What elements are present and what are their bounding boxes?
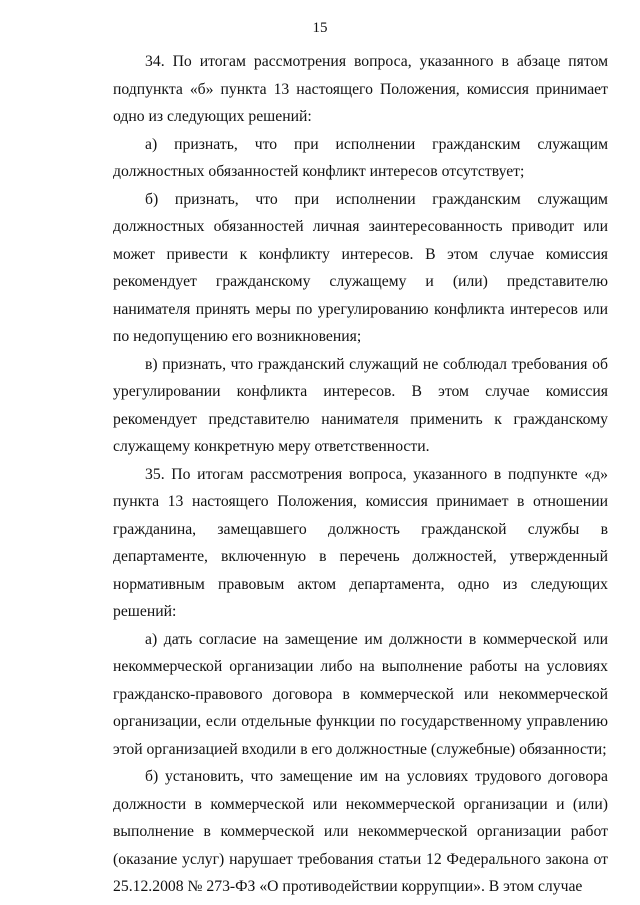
document-body	[113, 48, 608, 901]
paragraph-35-b: б) установить, что замещение им на условиях трудового договора должности в коммерческой или некоммерческой организации и (или) выполнение в коммерческой или некоммерческой организации работ (оказание услуг) нарушает требования статьи 12 Федерального закона от 25.12.2008 № 273-ФЗ «О противодействии коррупции». В этом случае	[113, 768, 608, 895]
paragraph-34-b: б) признать, что при исполнении гражданским служащим должностных обязанностей личная заинтересованность приводит или может привести к конфликту интересов. В этом случае комиссия рекомендует гражданскому служащему и (или) представителю нанимателя принять меры по урегулированию конфликта интересов или по недопущению его возникновения;	[113, 190, 608, 345]
paragraph-34: 34. По итогам рассмотрения вопроса, указанного в абзаце пятом подпункта «б» пункта 13 настоящего Положения, комиссия принимает одно из следующих решений:	[113, 53, 608, 125]
paragraph-34-a: а) признать, что при исполнении гражданским служащим должностных обязанностей конфликт интересов отсутствует;	[113, 135, 608, 180]
paragraph-35-a: а) дать согласие на замещение им должности в коммерческой или некоммерческой организации либо на выполнение работы на условиях гражданско-правового договора в коммерческой или некоммерческой организации, если отдельные функции по государственному управлению этой организацией входили в его должностные (служебные) обязанности;	[113, 630, 608, 758]
paragraph-34-v: в) признать, что гражданский служащий не соблюдал требования об урегулировании конфликта интересов. В этом случае комиссия рекомендует представителю нанимателя применить к гражданскому служащему конкретную меру ответственности.	[113, 355, 608, 455]
page-number: 15	[312, 20, 328, 36]
paragraph-35: 35. По итогам рассмотрения вопроса, указанного в подпункте «д» пункта 13 настоящего Положения, комиссия принимает в отношении гражданина, замещавшего должность гражданской службы в департаменте, включенную в перечень должностей, утвержденный нормативным правовым актом департамента, одно из следующих решений:	[113, 465, 608, 620]
